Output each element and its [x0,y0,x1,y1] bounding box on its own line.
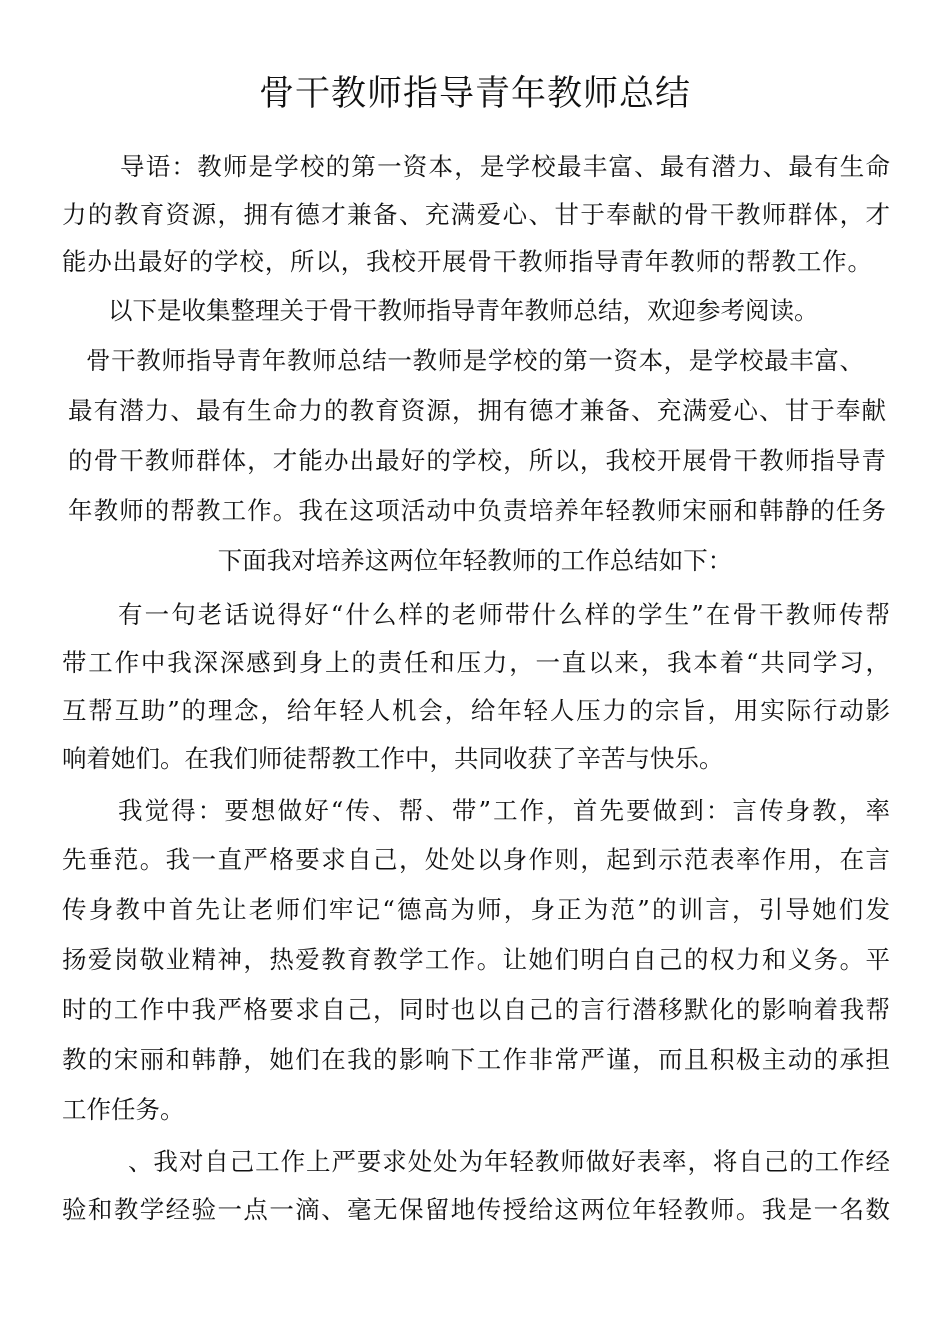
text-line: 的骨干教师群体，才能办出最好的学校，所以，我校开展骨干教师指导青 [68,446,886,475]
text-line: 有一句老话说得好“什么样的老师带什么样的学生”在骨干教师传帮 [118,600,890,629]
text-line: 互帮互助”的理念，给年轻人机会，给年轻人压力的宗旨，用实际行动影 [62,696,890,725]
text-line: 最有潜力、最有生命力的教育资源，拥有德才兼备、充满爱心、甘于奉献 [68,396,886,425]
text-line: 我觉得：要想做好“传、帮、带”工作，首先要做到：言传身教，率 [118,796,890,825]
text-line: 传身教中首先让老师们牢记“德高为师，身正为范”的训言，引导她们发 [62,895,890,924]
text-line: 先垂范。我一直严格要求自己，处处以身作则，起到示范表率作用，在言 [62,845,890,874]
text-line: 、我对自己工作上严要求处处为年轻教师做好表率，将自己的工作经 [128,1147,890,1176]
document-title: 骨干教师指导青年教师总结 [258,74,691,114]
text-line: 时的工作中我严格要求自己，同时也以自己的言行潜移默化的影响着我帮 [62,995,890,1024]
text-line: 导语：教师是学校的第一资本，是学校最丰富、最有潜力、最有生命 [120,152,890,181]
text-line: 验和教学经验一点一滴、毫无保留地传授给这两位年轻教师。我是一名数 [62,1195,890,1224]
text-line: 响着她们。在我们师徒帮教工作中，共同收获了辛苦与快乐。 [62,744,724,773]
text-line: 扬爱岗敬业精神，热爱教育教学工作。让她们明白自己的权力和义务。平 [62,945,890,974]
text-line: 能办出最好的学校，所以，我校开展骨干教师指导青年教师的帮教工作。 [62,247,872,276]
text-line: 教的宋丽和韩静，她们在我的影响下工作非常严谨，而且积极主动的承担 [62,1045,890,1074]
text-line: 力的教育资源，拥有德才兼备、充满爱心、甘于奉献的骨干教师群体，才 [62,200,890,229]
text-line: 以下是收集整理关于骨干教师指导青年教师总结，欢迎参考阅读。 [108,296,819,325]
text-line: 下面我对培养这两位年轻教师的工作总结如下： [217,546,733,575]
text-line: 工作任务。 [62,1095,185,1124]
text-line: 骨干教师指导青年教师总结一教师是学校的第一资本，是学校最丰富、 [86,346,864,375]
text-line: 带工作中我深深感到身上的责任和压力，一直以来，我本着“共同学习， [62,648,890,677]
text-line: 年教师的帮教工作。我在这项活动中负责培养年轻教师宋丽和韩静的任务 [68,496,886,525]
